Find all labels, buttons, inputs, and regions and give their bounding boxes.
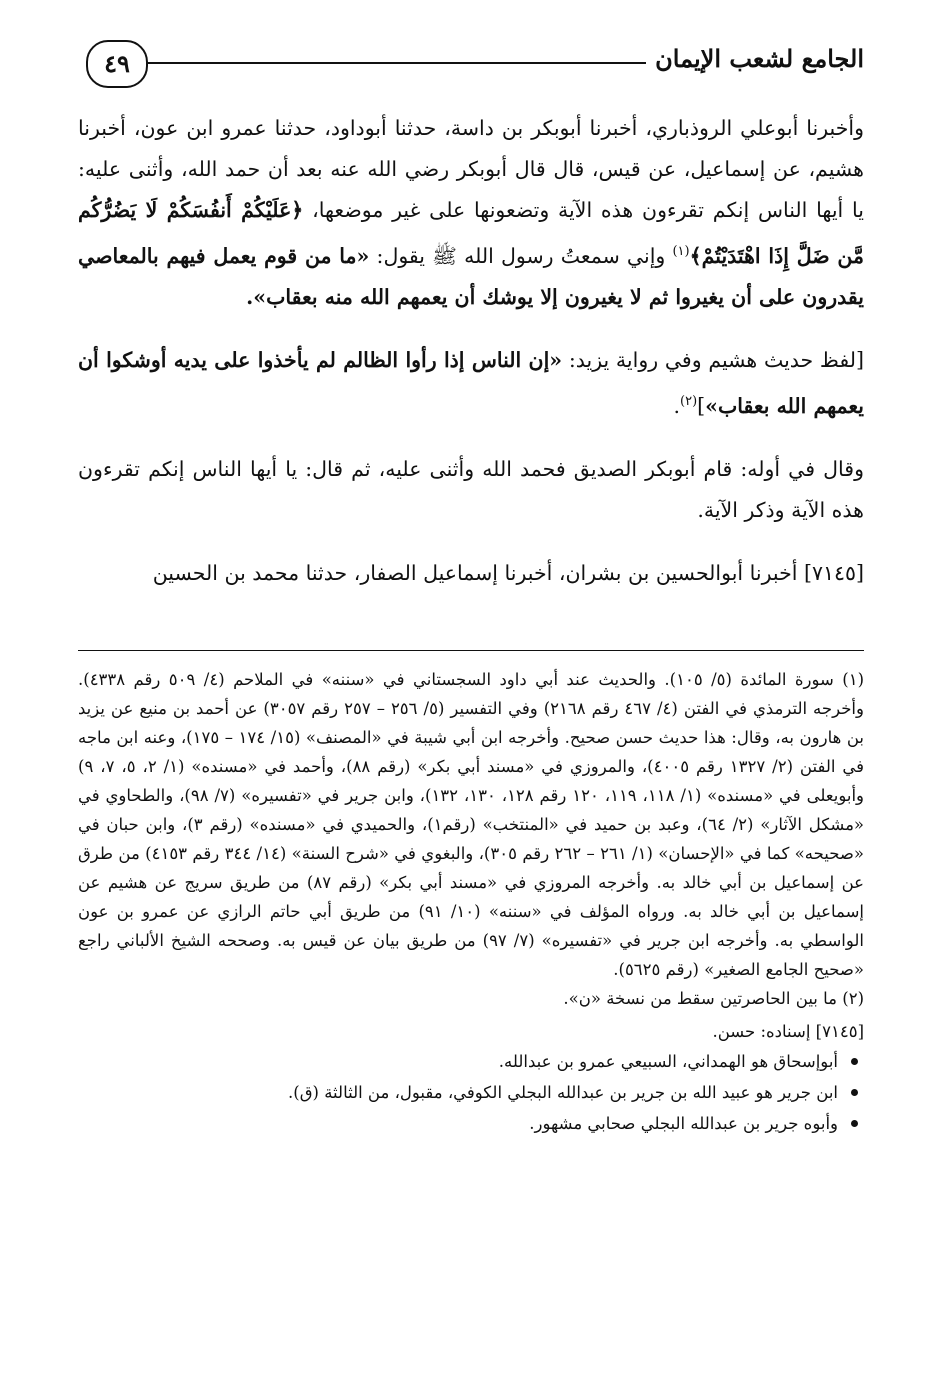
page-number: ٤٩ bbox=[86, 40, 148, 88]
paragraph-2-quote: «إن الناس إذا رأوا الظالم لم يأخذوا على يديه أوشكوا أن يعمهم الله بعقاب» bbox=[78, 347, 864, 418]
paragraph-2-intro: [لفظ حديث هشيم وفي رواية يزيد: bbox=[568, 347, 864, 372]
paragraph-2: [لفظ حديث هشيم وفي رواية يزيد: «إن الناس إذا رأوا الظالم لم يأخذوا على يديه أوشكوا أن يعمهم الله بعقاب»]$^{(٢)}$. bbox=[78, 347, 864, 418]
quran-verse: ﴿عَلَيْكُمْ أَنفُسَكُمْ لَا يَضُرُّكُم مَّن ضَلَّ إِذَا اهْتَدَيْتُمْ﴾ bbox=[78, 198, 864, 268]
bullet-text: أبوإسحاق هو الهمداني، السبيعي عمرو بن عبدالله. bbox=[498, 1052, 838, 1071]
paragraph-3: وقال في أوله: قام أبوبكر الصديق فحمد الله وأثنى عليه، ثم قال: يا أيها الناس إنكم تقرءون هذه الآية وذكر الآية. bbox=[78, 456, 864, 522]
page-header bbox=[78, 40, 864, 96]
bullet-item-1 bbox=[78, 1046, 864, 1077]
bullet-text: وأبوه جرير بن عبدالله البجلي صحابي مشهور. bbox=[529, 1114, 838, 1133]
footnotes bbox=[78, 665, 864, 1139]
paragraph-1-text: وأخبرنا أبوعلي الروذباري، أخبرنا أبوبكر بن داسة، حدثنا أبوداود، حدثنا عمرو ابن عون، أخبرنا هشيم، عن إسماعيل، عن قيس، قال قال أبوبكر رضي الله عنه بعد أن حمد الله، وأثنى عليه: يا أيها الناس إنكم تقرءون هذه الآية وتضعونها على غير موضعها، bbox=[78, 116, 864, 222]
paragraph-4: [٧١٤٥] أخبرنا أبوالحسين بن بشران، أخبرنا إسماعيل الصفار، حدثنا محمد بن الحسين bbox=[152, 560, 864, 585]
bullet-icon bbox=[851, 1120, 858, 1127]
footnote-ref-1: (١) bbox=[672, 244, 690, 259]
footnote-divider bbox=[78, 650, 864, 651]
paragraph-2-bracket: ] bbox=[697, 393, 706, 418]
bullet-item-2 bbox=[78, 1077, 864, 1108]
footnote-2: (٢) ما بين الحاصرتين سقط من نسخة «ن». bbox=[563, 989, 864, 1008]
main-text bbox=[78, 108, 864, 594]
book-title: الجامع لشعب الإيمان bbox=[655, 44, 864, 73]
footnote-1: (١) سورة المائدة (٥/ ١٠٥). والحديث عند أبي داود السجستاني في «سننه» في الملاحم (٤/ ٥٠٩ رقم ٤٣٣٨). وأخرجه الترمذي في الفتن (٤/ ٤٦٧ رقم ٢١٦٨) وفي التفسير (٥/ ٢٥٦ – ٢٥٧ رقم ٣٠٥٧) عن أحمد بن منيع عن يزيد بن هارون به، وقال: هذا حديث حسن صحيح. وأخرجه ابن أبي شيبة في «المصنف» (١٥/ ١٧٤ – ١٧٥)، وعنه ابن ماجه في الفتن (٢/ ١٣٢٧ رقم ٤٠٠٥)، والمروزي في «مسند أبي بكر» (رقم ٨٨)، وأحمد في «مسنده» (١/ ٢، ٥، ٧، ٩) وأبويعلى في «مسنده» (١/ ١١٨، ١١٩، ١٢٠ رقم ١٢٨، ١٣٠، ١٣٢)، وابن جرير في «تفسيره» (٧/ ٩٨)، والطحاوي في «مشكل الآثار» (٢/ ٦٤)، وعبد بن حميد في «المنتخب» (رقم١)، والحميدي في «مسنده» (رقم ٣)، وابن حبان في «صحيحه» كما في «الإحسان» (١/ ٢٦١ – ٢٦٢ رقم ٣٠٥)، والبغوي في «شرح السنة» (١٤/ ٣٤٤ رقم ٤١٥٣) من طرق عن إسماعيل بن أبي خالد به. وأخرجه المروزي في «مسند أبي بكر» (رقم ٨٧) من طريق سريج عن هشيم عن إسماعيل بن أبي خالد به. ورواه المؤلف في «سننه» (١٠/ ٩١) من طريق أبي حاتم الرازي عن عمرو بن عون الواسطي به. وأخرجه ابن جرير في «تفسيره» (٧/ ٩٧) من طريق بيان عن قيس به. وصححه الشيخ الألباني راجع «صحيح الجامع الصغير» (رقم ٥٦٢٥). bbox=[78, 670, 865, 979]
header-rule bbox=[148, 62, 646, 64]
bullet-icon bbox=[851, 1089, 858, 1096]
paragraph-1-continuation: وإني سمعتُ رسول الله ﷺ يقول: bbox=[376, 243, 666, 268]
bullet-icon bbox=[851, 1058, 858, 1065]
paragraph-1 bbox=[78, 108, 864, 318]
bullet-item-3 bbox=[78, 1108, 864, 1139]
hadith-text: «ما من قوم يعمل فيهم بالمعاصي يقدرون على أن يغيروا ثم لا يغيرون إلا يوشك أن يعمهم الله منه بعقاب». bbox=[78, 243, 864, 309]
isnad-note: [٧١٤٥] إسناده: حسن. bbox=[712, 1022, 864, 1041]
footnote-ref-2: (٢) bbox=[680, 393, 698, 409]
bullet-text: ابن جرير هو عبيد الله بن جرير بن عبدالله البجلي الكوفي، مقبول، من الثالثة (ق). bbox=[288, 1083, 838, 1102]
